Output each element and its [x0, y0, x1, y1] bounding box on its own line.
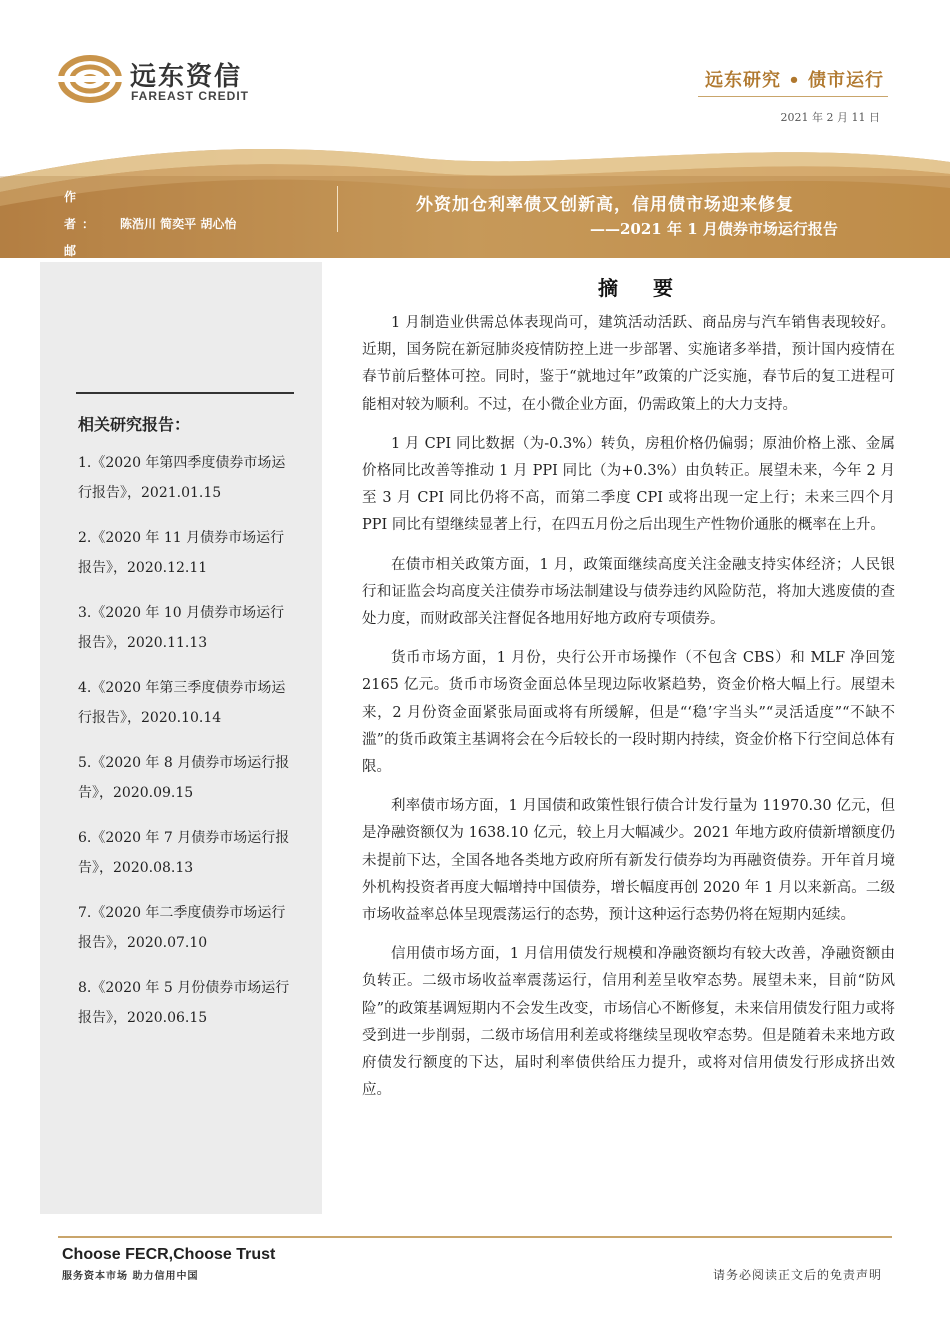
author-label: 作 者：: [64, 190, 101, 231]
report-series: 远东研究 • 债市运行: [704, 70, 884, 91]
related-report-item[interactable]: 6.《2020 年 7 月债券市场运行报告》，2020.08.13: [78, 830, 290, 876]
abstract-paragraph: 利率债市场方面，1 月国债和政策性银行债合计发行量为 11970.30 亿元，但是净融资额仅为 1638.10 亿元，较上月大幅减少。2021 年地方政府债新增额度仍未提前下达，全国各地各类地方政府所有新发行债券均为再融资债券。开年首月境外机构投资者再度大幅增持中国债券，增长幅度再创 2020 年 1 月以来新高。二级市场收益率总体呈现震荡运行的态势，预计这种运行态势仍将在短期内延续。: [362, 798, 895, 924]
abstract-paragraph: 1 月制造业供需总体表现尚可，建筑活动活跃、商品房与汽车销售表现较好。近期，国务院在新冠肺炎疫情防控上进一步部署、实施诸多举措，预计国内疫情在春节前后整体可控。同时，鉴于“就地过年”政策的广泛实施，春节后的复工进程可能相对较为顺利。不过，在小微企业方面，仍需政策上的大力支持。: [362, 315, 895, 413]
abstract-title: 摘 要: [598, 276, 687, 300]
brand-name-cn: 远东资信: [130, 62, 243, 92]
footer-slogan-cn: 服务资本市场 助力信用中国: [62, 1271, 199, 1282]
report-title: 外资加仓利率债又创新高，信用债市场迎来修复: [416, 195, 794, 215]
related-report-item[interactable]: 8.《2020 年 5 月份债券市场运行报告》，2020.06.15: [78, 980, 290, 1026]
report-subtitle: ——2021 年 1 月债券市场运行报告: [590, 220, 838, 238]
related-reports-list: [78, 448, 292, 1048]
abstract-paragraph: 信用债市场方面，1 月信用债发行规模和净融资额均有较大改善，净融资额由负转正。二级市场收益率震荡运行，信用利差呈收窄态势。展望未来，目前“防风险”的政策基调短期内不会发生改变，市场信心不断修复，未来信用债发行阻力或将受到进一步削弱，二级市场信用利差或将继续呈现收窄态势。但是随着未来地方政府债发行额度的下达，届时利率债供给压力提升，或将对信用债发行形成挤出效应。: [362, 946, 895, 1099]
email-label: 邮: [64, 244, 83, 258]
footer-slogan-en: Choose FECR,Choose Trust: [62, 1246, 276, 1263]
authors: 陈浩川 简奕平 胡心怡: [120, 217, 237, 231]
abstract-paragraph: 1 月 CPI 同比数据（为-0.3%）转负，房租价格仍偏弱；原油价格上涨、金属价格同比改善等推动 1 月 PPI 同比（为+0.3%）由负转正。展望未来，今年 2 月至 3 月 CPI 同比仍将不高，而第二季度 CPI 或将出现一定上行；未来三四个月 PPI 同比有望继续显著上行，在四五月份之后出现生产性物价通胀的概率在上升。: [362, 435, 895, 534]
footer-divider: [58, 1236, 892, 1238]
abstract-paragraph: 货币市场方面，1 月份，央行公开市场操作（不包含 CBS）和 MLF 净回笼 2165 亿元。货币市场资金面总体呈现边际收紧趋势，资金价格大幅上行。展望未来，2 月份资金面紧张局面或将有所缓解，但是“‘稳’字当头”“灵活适度”“不缺不滥”的货币政策主基调将会在今后较长的一段时期内持续，资金价格下行空间总体有限。: [362, 650, 895, 776]
related-divider: [76, 392, 294, 394]
related-heading: 相关研究报告：: [78, 415, 191, 434]
related-report-item[interactable]: 5.《2020 年 8 月债券市场运行报告》，2020.09.15: [78, 755, 290, 801]
brand-name-en: FAREAST CREDIT: [131, 89, 250, 103]
report-date: 2021 年 2 月 11 日: [780, 111, 880, 124]
series-divider: [698, 96, 888, 97]
related-report-item[interactable]: 7.《2020 年二季度债券市场运行报告》，2020.07.10: [78, 905, 286, 951]
related-report-item[interactable]: 1.《2020 年第四季度债券市场运行报告》，2021.01.15: [78, 455, 286, 501]
brand-logo-icon: [58, 54, 122, 104]
abstract-paragraph: 在债市相关政策方面，1 月，政策面继续高度关注金融支持实体经济；人民银行和证监会均高度关注债券市场法制建设与债券违约风险防范，将加大逃废债的查处力度，而财政部关注督促各地用好地方政府专项债券。: [362, 556, 895, 628]
footer-disclaimer: 请务必阅读正文后的免责声明: [712, 1268, 882, 1282]
related-report-item[interactable]: 2.《2020 年 11 月债券市场运行报告》，2020.12.11: [78, 530, 285, 576]
abstract-body: [362, 310, 895, 1116]
related-report-item[interactable]: 4.《2020 年第三季度债券市场运行报告》，2020.10.14: [78, 680, 286, 726]
related-report-item[interactable]: 3.《2020 年 10 月债券市场运行报告》，2020.11.13: [78, 605, 285, 651]
banner-divider: [337, 186, 338, 232]
